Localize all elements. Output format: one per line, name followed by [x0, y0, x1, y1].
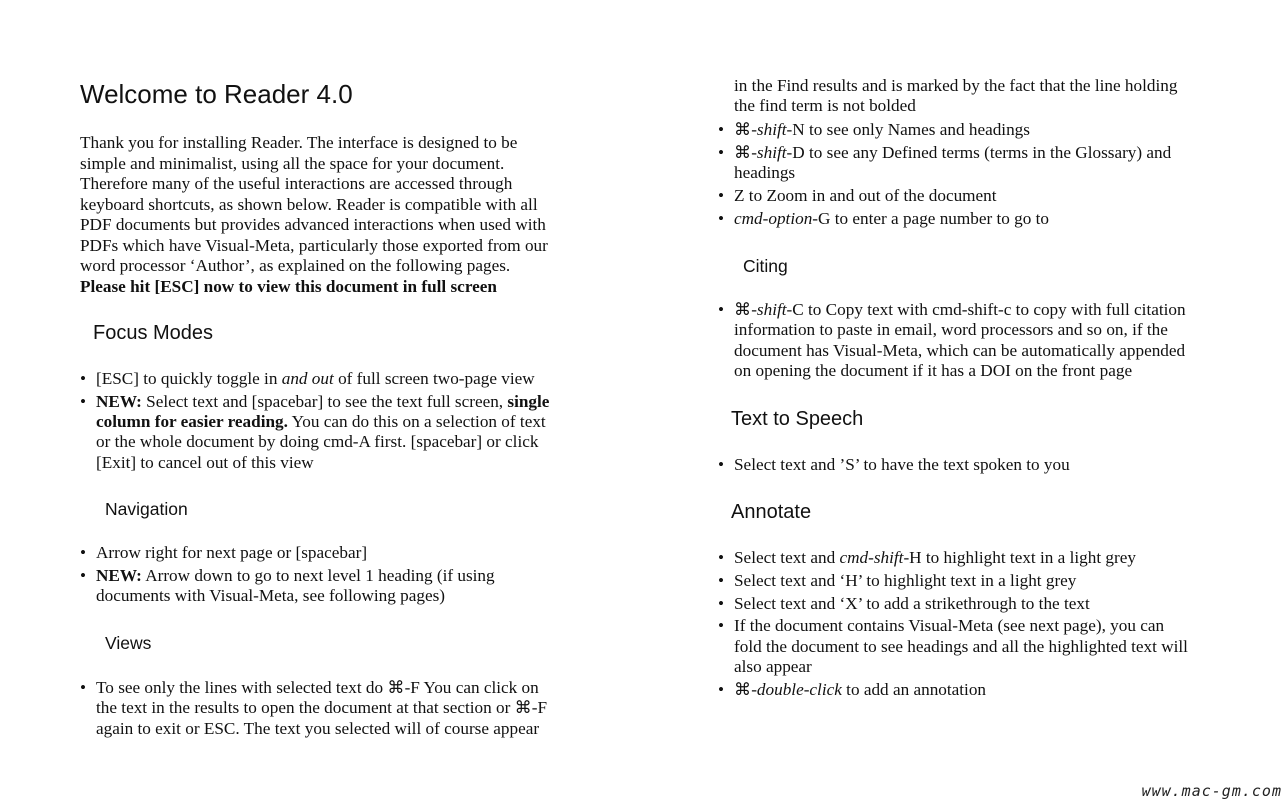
intro-bold-instruction: Please hit [ESC] now to view this document in full screen [80, 276, 497, 296]
list-item: • NEW: Arrow down to go to next level 1 heading (if using documents with Visual-Meta, see following pages) [80, 566, 495, 607]
list-item: • ⌘-shift-D to see any Defined terms (terms in the Glossary) and headings [718, 143, 1171, 184]
focus-modes-list [80, 369, 549, 475]
heading-text-to-speech: Text to Speech [731, 408, 864, 430]
list-item: • Select text and ‘H’ to highlight text in a light grey [718, 571, 1188, 591]
list-item: • If the document contains Visual-Meta (see next page), you can fold the document to see headings and all the highlighted text will also appear [718, 616, 1188, 677]
intro-paragraph [80, 133, 580, 297]
heading-navigation: Navigation [105, 499, 188, 519]
list-item: • Select text and ’S’ to have the text spoken to you [718, 455, 1070, 475]
annotate-list [718, 548, 1188, 703]
right-page [643, 0, 1286, 804]
list-item: • ⌘-double-click to add an annotation [718, 680, 1188, 700]
watermark: www.mac-gm.com [1141, 782, 1282, 800]
list-item: • cmd-option-G to enter a page number to go to [718, 209, 1171, 229]
list-item: • Select text and ‘X’ to add a strikethrough to the text [718, 594, 1188, 614]
intro-line: keyboard shortcuts, as shown below. Reader is compatible with all [80, 194, 538, 214]
list-item: • ⌘-shift-C to Copy text with cmd-shift-c to copy with full citation information to paste in email, word processors and so on, if the document has Visual-Meta, which can be automatically appended on opening the document if it has a DOI on the front page [718, 300, 1186, 381]
text-to-speech-list [718, 455, 1070, 478]
intro-line: PDF documents but provides advanced interactions when used with [80, 215, 546, 234]
views-list-cont [718, 120, 1171, 231]
list-item: • [ESC] to quickly toggle in and out of full screen two-page view [80, 369, 549, 389]
heading-focus-modes: Focus Modes [93, 322, 214, 344]
list-item: • Z to Zoom in and out of the document [718, 186, 1171, 206]
navigation-list [80, 543, 495, 609]
heading-citing: Citing [743, 256, 788, 276]
list-item: • To see only the lines with selected text do ⌘-F You can click on the text in the results to open the document at that section or ⌘-F again to exit or ESC. The text you selected will of course appear [80, 678, 547, 739]
intro-line: word processor ‘Author’, as explained on the following pages. [80, 256, 511, 275]
views-list-continuation: in the Find results and is marked by the fact that the line holding the find term is not bolded [734, 76, 1178, 116]
intro-line: Therefore many of the useful interactions are accessed through [80, 174, 513, 193]
views-list [80, 678, 547, 741]
heading-views: Views [105, 633, 152, 653]
citing-list [718, 300, 1186, 384]
list-item: • ⌘-shift-N to see only Names and headings [718, 120, 1171, 140]
intro-line: Thank you for installing Reader. The interface is designed to be [80, 133, 518, 152]
list-item: • NEW: Select text and [spacebar] to see the text full screen, single column for easier reading. You can do this on a selection of text or the whole document by doing cmd-A first. [spacebar] or click [Exit] to cancel out of this view [80, 392, 549, 473]
list-item: • Arrow right for next page or [spacebar] [80, 543, 495, 563]
page-title: Welcome to Reader 4.0 [80, 79, 353, 109]
heading-annotate: Annotate [731, 501, 812, 523]
list-item: • Select text and cmd-shift-H to highlight text in a light grey [718, 548, 1188, 568]
intro-line: PDFs which have Visual-Meta, particularly those exported from our [80, 235, 548, 255]
intro-line: simple and minimalist, using all the space for your document. [80, 153, 505, 173]
